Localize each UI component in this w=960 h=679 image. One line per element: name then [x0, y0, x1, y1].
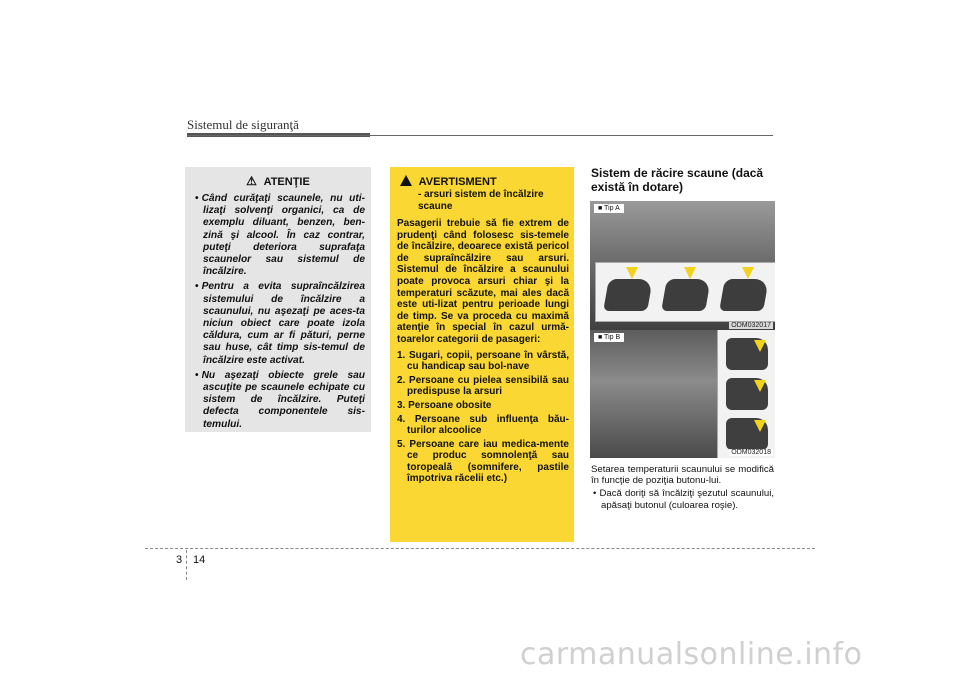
chapter-number: 3 [176, 554, 183, 566]
caution-triangle-icon: ⚠ [246, 174, 257, 188]
warning-list-item: 4. Persoane sub influenţa bău-turilor alcoolice [397, 413, 569, 437]
seat-button-inset-b [717, 330, 775, 458]
seat-button-icon [603, 279, 653, 311]
seat-button-icon [661, 279, 711, 311]
photo-tip-a [590, 201, 775, 331]
tip-a-label: ■ Tip A [594, 204, 624, 213]
warning-list-item: 2. Persoane cu pielea sensibilă sau predispuse la arsuri [397, 374, 569, 398]
caution-item: • Nu aşezaţi obiecte grele sau ascuţite pe scaunele echipate cu sistem de încălzire. Puteţi defecta componentele sis-temului. [195, 369, 365, 430]
tip-b-label: ■ Tip B [594, 333, 624, 342]
caution-list [193, 193, 365, 434]
figure-code-a: ODM032017 [731, 322, 771, 329]
seat-button-icon [719, 279, 769, 311]
warning-subtitle: - arsuri sistem de încălzire scaune [418, 189, 544, 212]
press-arrow-icon [754, 340, 766, 352]
footer-rule [145, 548, 815, 549]
page-header-title: Sistemul de siguranţă [187, 117, 299, 132]
caution-box [185, 167, 371, 432]
seat-button-inset [595, 262, 775, 322]
caution-item: • Pentru a evita supraîncălzirea sistemului de încălzire a scaunului, nu aşezaţi pe aces-ta niciun obiect care poate izola căldura, cum ar fi pături, perne sau huse, cât timp sis-temul de încălzire este activat. [195, 281, 365, 366]
warning-triangle-icon [400, 175, 412, 186]
watermark: carmanualsonline.info [520, 637, 863, 672]
warning-list-item: 3. Persoane obosite [397, 399, 492, 411]
section-paragraph: Setarea temperaturii scaunului se modifică în funcţie de poziţia butonu-lui. [591, 464, 774, 487]
warning-intro: Pasagerii trebuie să fie extrem de prudenţi când folosesc sis-temele de încălzire, deoarece există pericol de supraîncălzire sau arsuri. Sistemul de încălzire a scaunului poate provoca arsuri chiar şi la temperaturi scăzute, mai ales dacă este uti-lizat pentru perioade lungi de timp. Se va proceda cu maximă atenţie în special în cazul urmă-toarelor categorii de pasageri: [397, 218, 569, 345]
warning-list-item: 5. Persoane care iau medica-mente ce produc somnolenţă sau toropeală (somnifere, pastile împotriva răcelii etc.) [397, 438, 569, 485]
warning-title: AVERTISMENT [418, 176, 497, 188]
section-body [591, 464, 774, 513]
press-arrow-icon [626, 267, 638, 279]
photo-tip-b [590, 330, 775, 458]
warning-list [397, 350, 569, 486]
section-bullet: • Dacă doriţi să încălziţi şezutul scaunului, apăsaţi butonul (culoarea roşie). [593, 488, 774, 511]
caution-item: • Când curăţaţi scaunele, nu uti-lizaţi solvenţi organici, ca de exemplu diluant, benzen, ben-zină şi alcool. În caz contrar, puteţi deteriora suprafaţa scaunelor sau sistemul de încălzire. [195, 193, 365, 278]
section-title: Sistem de răcire scaune (dacă există în dotare) [591, 166, 764, 194]
footer-divider [186, 550, 187, 580]
warning-box [390, 167, 574, 542]
warning-list-item: 1. Sugari, copii, persoane în vârstă, cu handicap sau bol-nave [397, 349, 569, 373]
press-arrow-icon [684, 267, 696, 279]
page-number: 14 [193, 554, 206, 566]
press-arrow-icon [754, 420, 766, 432]
figure-code-b: ODM032018 [731, 449, 771, 456]
header-rule [187, 135, 773, 136]
press-arrow-icon [742, 267, 754, 279]
caution-title: ATENŢIE [263, 176, 310, 188]
press-arrow-icon [754, 380, 766, 392]
